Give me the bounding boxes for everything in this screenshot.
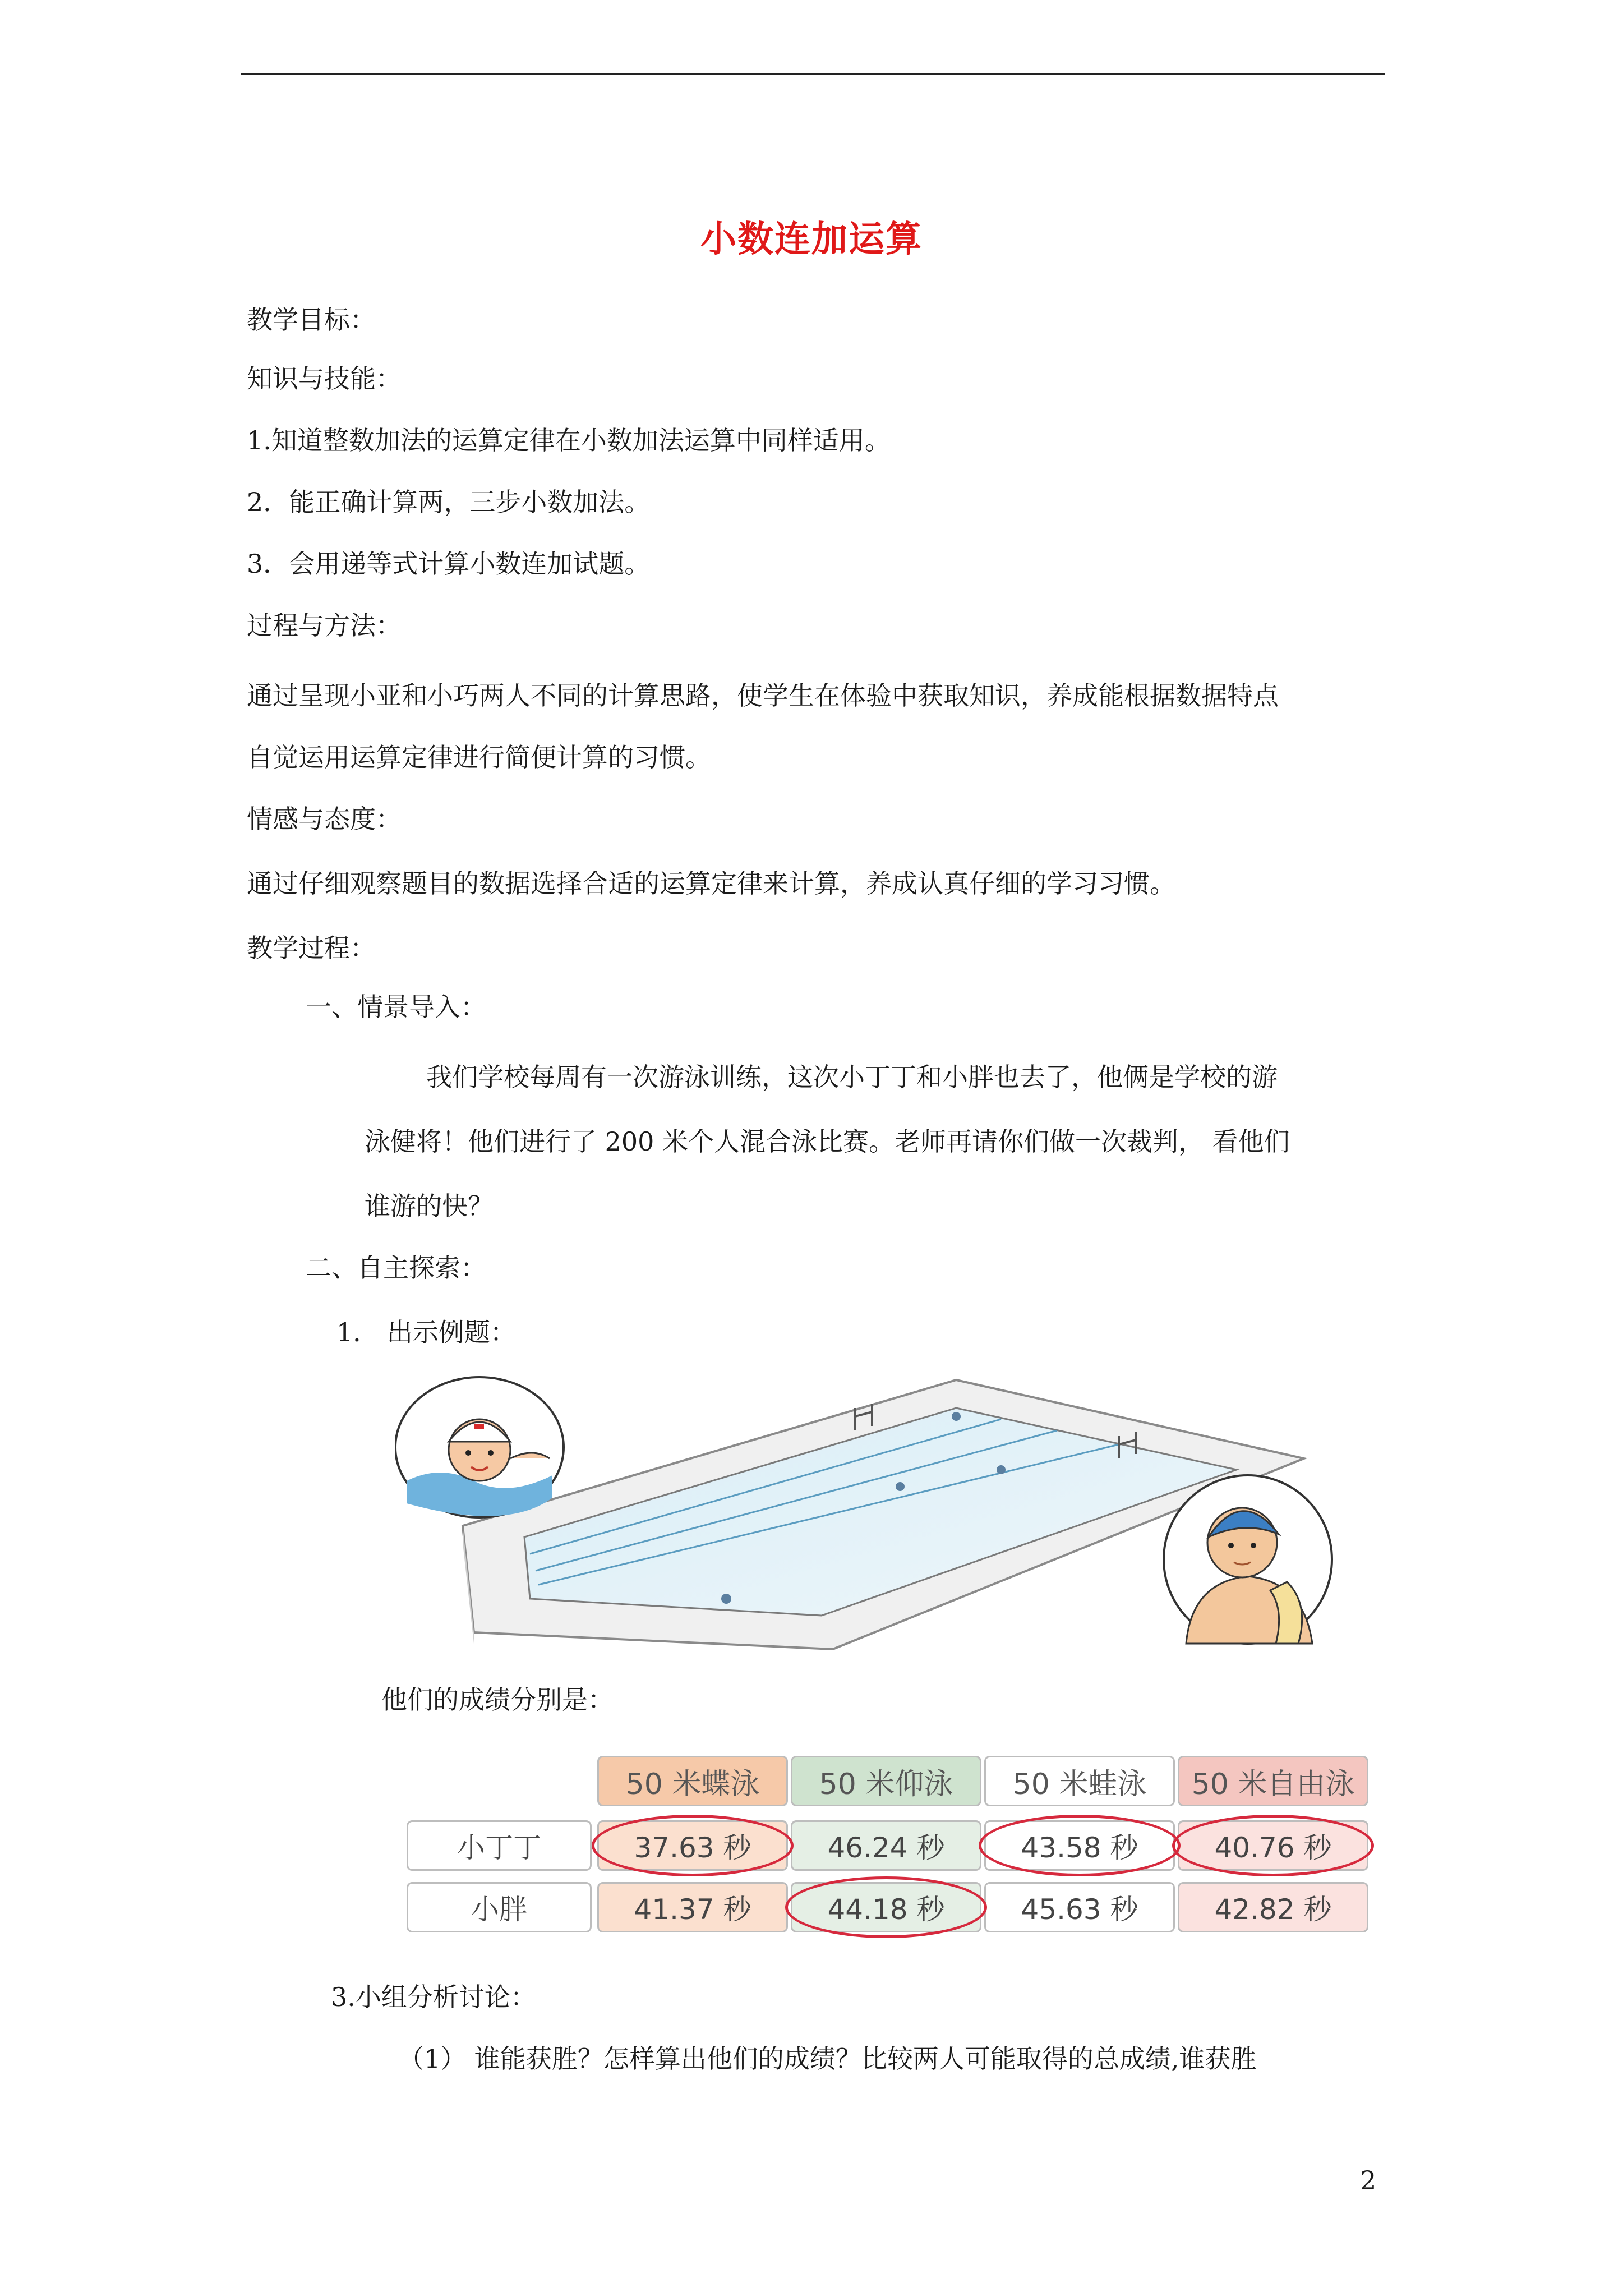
time-cell: 43.58 秒	[984, 1820, 1175, 1871]
boy-closeup	[1164, 1475, 1332, 1644]
body-line: 通过呈现小亚和小巧两人不同的计算思路，使学生在体验中获取知识，养成能根据数据特点	[247, 680, 1279, 711]
subsection-heading: 3.小组分析讨论：	[331, 1982, 536, 2012]
body-line: 1． 出示例题：	[336, 1317, 516, 1347]
row-name-cell: 小胖	[407, 1882, 592, 1932]
table-header-cell: 50 米蛙泳	[984, 1756, 1175, 1806]
highlight-circle	[592, 1815, 794, 1876]
body-line: 自觉运用运算定律进行简便计算的习惯。	[247, 742, 711, 772]
body-line: 1.知道整数加法的运算定律在小数加法运算中同样适用。	[247, 425, 891, 455]
table-header-cell: 50 米仰泳	[791, 1756, 981, 1806]
highlight-circle	[1172, 1815, 1374, 1876]
section-heading: 教学过程：	[247, 933, 376, 963]
swimmer-closeup	[395, 1377, 564, 1517]
subsection-heading: 一、情景导入：	[306, 992, 486, 1022]
body-line: 3．会用递等式计算小数连加试题。	[247, 549, 651, 579]
header-rule	[241, 73, 1385, 75]
time-cell: 37.63 秒	[597, 1820, 788, 1871]
time-cell: 46.24 秒	[791, 1820, 981, 1871]
subsection-heading: 二、自主探索：	[306, 1253, 486, 1283]
body-line: 泳健将！他们进行了 200 米个人混合泳比赛。老师再请你们做一次裁判， 看他们	[365, 1126, 1290, 1157]
table-header-cell: 50 米自由泳	[1178, 1756, 1368, 1806]
body-line: 2．能正确计算两，三步小数加法。	[247, 487, 651, 517]
highlight-circle	[785, 1876, 987, 1938]
results-table	[395, 1753, 1371, 1955]
body-line: 通过仔细观察题目的数据选择合适的运算定律来计算，养成认真仔细的学习习惯。	[247, 868, 1175, 899]
page-number: 2	[1360, 2165, 1377, 2196]
swimming-pool-illustration	[395, 1374, 1338, 1655]
body-line: 他们的成绩分别是：	[381, 1685, 614, 1715]
section-heading: 知识与技能：	[247, 364, 402, 394]
time-cell: 40.76 秒	[1178, 1820, 1368, 1871]
body-line: （1） 谁能获胜？怎样算出他们的成绩？比较两人可能取得的总成绩,谁获胜	[398, 2044, 1257, 2074]
time-cell: 45.63 秒	[984, 1882, 1175, 1932]
page-title: 小数连加运算	[700, 218, 923, 260]
row-name-cell: 小丁丁	[407, 1820, 592, 1871]
body-line: 谁游的快？	[365, 1191, 494, 1221]
time-cell: 41.37 秒	[597, 1882, 788, 1932]
time-cell: 44.18 秒	[791, 1882, 981, 1932]
section-heading: 情感与态度：	[247, 804, 402, 834]
section-heading: 教学目标：	[247, 305, 376, 335]
table-header-cell: 50 米蝶泳	[597, 1756, 788, 1806]
highlight-circle	[979, 1815, 1181, 1876]
time-cell: 42.82 秒	[1178, 1882, 1368, 1932]
body-line: 我们学校每周有一次游泳训练，这次小丁丁和小胖也去了，他俩是学校的游	[426, 1062, 1278, 1092]
section-heading: 过程与方法：	[247, 610, 402, 641]
